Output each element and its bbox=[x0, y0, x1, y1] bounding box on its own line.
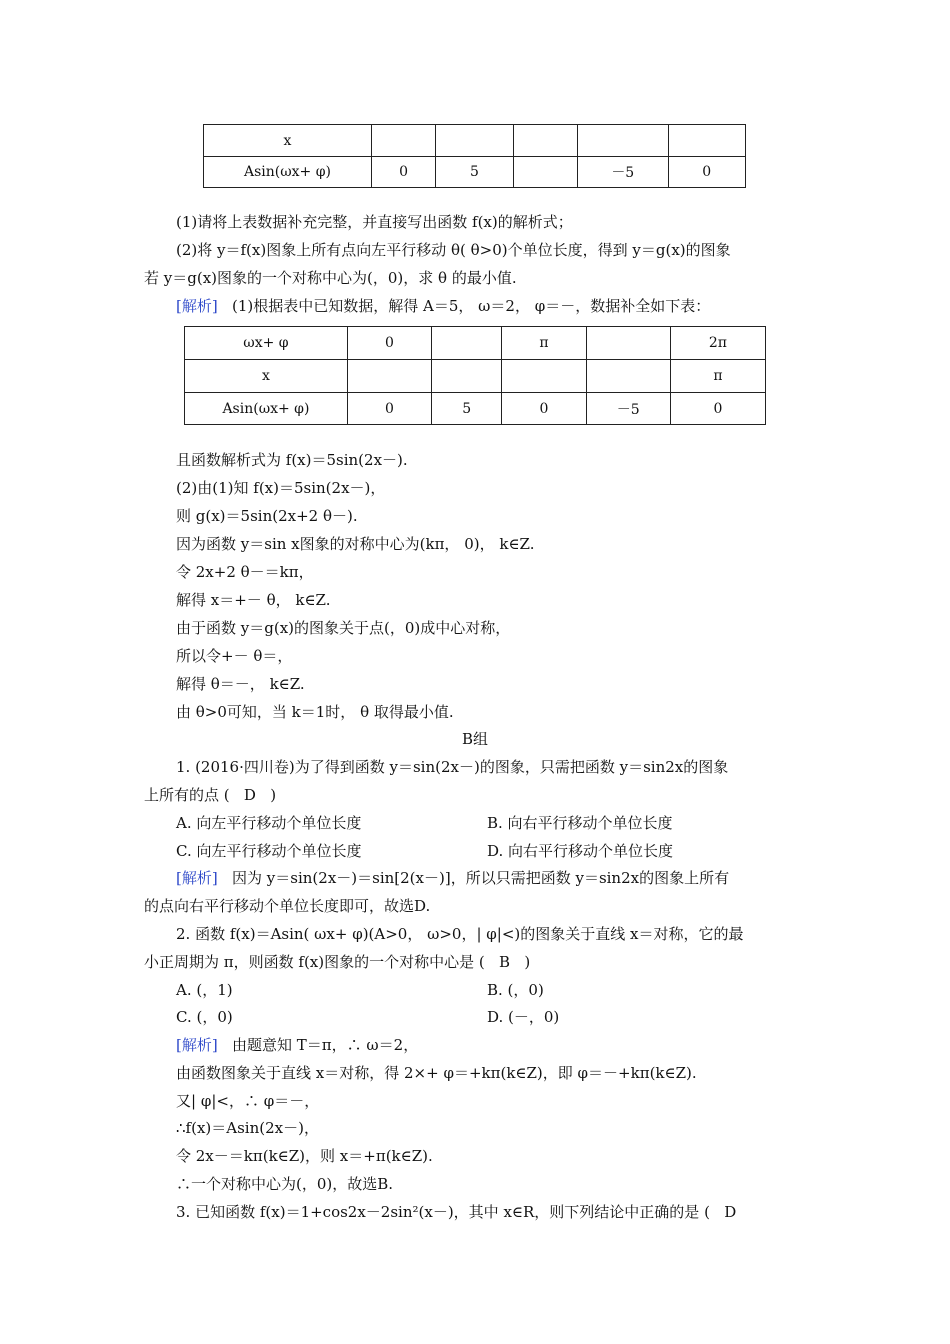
solution-line: (2)由(1)知 f(x)＝5sin(2x－)， bbox=[176, 479, 386, 497]
table-cell bbox=[586, 360, 670, 393]
table-cell: Asin(ωx+ φ) bbox=[204, 157, 372, 188]
answer-2-line: ∴一个对称中心为(，0)，故选B. bbox=[176, 1175, 394, 1193]
analysis-tag: [解析] bbox=[176, 1036, 218, 1054]
table-cell: ωx+ φ bbox=[185, 327, 348, 360]
solution-line: 因为函数 y＝sin x图象的对称中心为(kπ， 0)， k∈Z. bbox=[176, 535, 535, 553]
table-cell bbox=[432, 327, 502, 360]
option-a: A. (，1) bbox=[176, 981, 233, 999]
table-cell: π bbox=[670, 360, 765, 393]
table-values-2 bbox=[184, 326, 766, 425]
table-values-1 bbox=[203, 124, 746, 188]
solution-intro bbox=[176, 296, 710, 316]
question-1-line-1: 1. (2016·四川卷)为了得到函数 y＝sin(2x－)的图象，只需把函数 y＝sin2x的图象 bbox=[176, 758, 729, 776]
option-d: D. (－，0) bbox=[487, 1008, 560, 1026]
table-cell: 0 bbox=[670, 393, 765, 425]
option-a: A. 向左平行移动个单位长度 bbox=[176, 814, 362, 832]
table-cell: 0 bbox=[668, 157, 745, 188]
option-d: D. 向右平行移动个单位长度 bbox=[487, 842, 674, 860]
table-cell bbox=[513, 125, 577, 157]
table-cell: Asin(ωx+ φ) bbox=[185, 393, 348, 425]
table-cell bbox=[513, 157, 577, 188]
answer-2-line: 又| φ|<，∴ φ＝－， bbox=[176, 1092, 320, 1110]
table-cell: 2π bbox=[670, 327, 765, 360]
question-2-line-2: 小正周期为 π，则函数 f(x)图象的一个对称中心是 ( B ) bbox=[144, 953, 531, 971]
question-1-line-2: 上所有的点 ( D ) bbox=[144, 786, 277, 804]
table-row bbox=[185, 393, 766, 425]
analysis-tag: [解析] bbox=[176, 297, 218, 315]
question-3-line-1: 3. 已知函数 f(x)＝1+cos2x－2sin²(x－)，其中 x∈R，则下列结论中正确的是 ( D bbox=[176, 1203, 737, 1221]
table-cell: 5 bbox=[436, 157, 513, 188]
problem-part-1: (1)请将上表数据补充完整，并直接写出函数 f(x)的解析式； bbox=[176, 213, 573, 231]
question-2-line-1: 2. 函数 f(x)＝Asin( ωx+ φ)(A>0， ω>0，| φ|<)的图象关于直线 x＝对称，它的最 bbox=[176, 925, 744, 943]
option-c: C. (，0) bbox=[176, 1008, 233, 1026]
solution-line: 由 θ>0可知，当 k＝1时， θ 取得最小值. bbox=[176, 703, 454, 721]
table-cell: 5 bbox=[432, 393, 502, 425]
table-cell bbox=[502, 360, 586, 393]
answer-text: 因为 y＝sin(2x－)＝sin[2(x－)]，所以只需把函数 y＝sin2x的图象上所有 bbox=[217, 869, 730, 887]
table-cell: 0 bbox=[347, 393, 431, 425]
table-cell: 0 bbox=[502, 393, 586, 425]
table-row bbox=[204, 157, 746, 188]
table-cell: 0 bbox=[347, 327, 431, 360]
option-b: B. (，0) bbox=[487, 981, 544, 999]
answer-2-line: 由函数图象关于直线 x＝对称，得 2×+ φ＝+kπ(k∈Z)，即 φ＝－+kπ(k∈Z). bbox=[176, 1064, 697, 1082]
table-cell: π bbox=[502, 327, 586, 360]
answer-2-line-1 bbox=[176, 1035, 418, 1055]
answer-1-line-2: 的点向右平行移动个单位长度即可，故选D. bbox=[144, 897, 431, 915]
table-cell: －5 bbox=[578, 157, 669, 188]
solution-intro-text: (1)根据表中已知数据，解得 A＝5， ω＝2， φ＝－，数据补全如下表： bbox=[217, 297, 711, 315]
table-cell bbox=[578, 125, 669, 157]
table-cell bbox=[347, 360, 431, 393]
section-heading: B组 bbox=[461, 730, 489, 748]
solution-line: 则 g(x)＝5sin(2x+2 θ－). bbox=[176, 507, 358, 525]
table-cell: －5 bbox=[586, 393, 670, 425]
table-cell bbox=[586, 327, 670, 360]
table-cell: x bbox=[204, 125, 372, 157]
analysis-tag: [解析] bbox=[176, 869, 218, 887]
problem-part-2-line-2: 若 y＝g(x)图象的一个对称中心为(，0)，求 θ 的最小值. bbox=[144, 269, 517, 287]
solution-line: 由于函数 y＝g(x)的图象关于点(，0)成中心对称， bbox=[176, 619, 511, 637]
table-cell bbox=[436, 125, 513, 157]
answer-1-line-1 bbox=[176, 868, 729, 888]
solution-line: 令 2x+2 θ－＝kπ， bbox=[176, 563, 314, 581]
answer-text: 由题意知 T＝π，∴ ω＝2， bbox=[217, 1036, 419, 1054]
table-cell: x bbox=[185, 360, 348, 393]
table-row bbox=[185, 360, 766, 393]
table-cell: 0 bbox=[371, 157, 435, 188]
table-cell bbox=[432, 360, 502, 393]
table-row bbox=[185, 327, 766, 360]
solution-line: 所以令+－ θ＝， bbox=[176, 647, 293, 665]
option-c: C. 向左平行移动个单位长度 bbox=[176, 842, 362, 860]
solution-line: 解得 x＝+－ θ， k∈Z. bbox=[176, 591, 331, 609]
problem-part-2-line-1: (2)将 y＝f(x)图象上所有点向左平行移动 θ( θ>0)个单位长度，得到 y＝g(x)的图象 bbox=[176, 241, 731, 259]
answer-2-line: ∴f(x)＝Asin(2x－)， bbox=[176, 1119, 319, 1137]
answer-2-line: 令 2x－＝kπ(k∈Z)，则 x＝+π(k∈Z). bbox=[176, 1147, 433, 1165]
solution-line: 且函数解析式为 f(x)＝5sin(2x－). bbox=[176, 451, 408, 469]
table-cell bbox=[668, 125, 745, 157]
table-cell bbox=[371, 125, 435, 157]
table-row bbox=[204, 125, 746, 157]
solution-line: 解得 θ＝－， k∈Z. bbox=[176, 675, 305, 693]
option-b: B. 向右平行移动个单位长度 bbox=[487, 814, 673, 832]
